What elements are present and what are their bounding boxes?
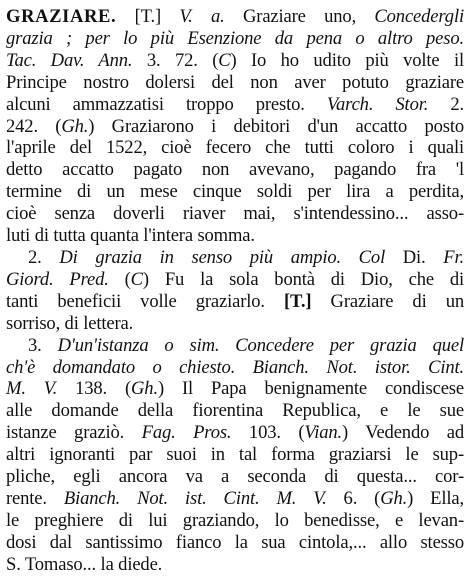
entry-line bbox=[6, 247, 464, 269]
text-run: detto accatto pagato non avevano, pagando fra 'l bbox=[6, 159, 464, 181]
italic-text: ch'è domandato o chiesto. Bianch. Not. istor. Cint. bbox=[6, 356, 464, 378]
italic-text: Di grazia in senso più ampio. Col bbox=[59, 246, 386, 268]
entry-line bbox=[6, 269, 464, 291]
text-run: 6. ( bbox=[326, 487, 381, 509]
text-run: 138. ( bbox=[57, 378, 132, 400]
text-run: termine di un mese cinque soldi per lira a perdita, bbox=[6, 181, 464, 203]
entry-line bbox=[6, 137, 464, 159]
text-run: tanti beneficii volle graziarlo. bbox=[6, 290, 284, 312]
italic-text: Varch. Stor. bbox=[326, 93, 429, 115]
entry-line bbox=[6, 466, 464, 488]
entry-line bbox=[6, 28, 464, 50]
italic-text: Giord. Pred. bbox=[6, 268, 109, 290]
italic-text: C bbox=[130, 268, 143, 290]
text-run: 242. ( bbox=[6, 115, 62, 137]
entry-text bbox=[6, 6, 464, 576]
italic-text: M. V. bbox=[6, 378, 58, 400]
entry-line bbox=[6, 159, 464, 181]
text-run: 3. bbox=[28, 334, 58, 356]
text-run: Graziare di un bbox=[311, 290, 464, 312]
text-run: 2. bbox=[428, 93, 464, 115]
entry-line bbox=[6, 181, 464, 203]
headword: GRAZIARE. bbox=[6, 6, 117, 27]
entry-line bbox=[6, 72, 464, 94]
entry-line bbox=[6, 50, 464, 72]
italic-text: D'un'istanza o sim. Concedere per grazia quel bbox=[57, 334, 464, 356]
text-run: cioè senza doverli riaver mai, s'intendessino... asso- bbox=[6, 203, 464, 225]
entry-line bbox=[6, 444, 464, 466]
italic-text: Fag. Pros. bbox=[141, 422, 232, 444]
text-run: l'aprile del 1522, cioè fecero che tutti coloro i quali bbox=[6, 137, 464, 159]
text-run: 2. bbox=[28, 246, 60, 268]
text-run: ) Io ho udito più volte il bbox=[230, 49, 464, 71]
text-run: luti di tutta quanta l'intera somma. bbox=[6, 225, 255, 247]
text-run: altri ignoranti par suoi in tal forma graziarsi le sup- bbox=[6, 444, 464, 466]
entry-line bbox=[6, 357, 464, 379]
text-run: 103. ( bbox=[231, 422, 305, 444]
italic-text: C bbox=[218, 49, 231, 71]
text-run: Principe nostro dolersi del non aver potuto graziare bbox=[6, 71, 464, 93]
italic-text: V. a. bbox=[179, 6, 225, 27]
entry-line bbox=[6, 400, 464, 422]
text-run: ) Graziarono i debitori d'un accatto posto bbox=[88, 115, 464, 137]
italic-text: Concedergli bbox=[374, 6, 464, 27]
italic-text: grazia ; per lo più Esenzione da pena o altro peso. bbox=[6, 27, 464, 49]
text-run: Graziare uno, bbox=[224, 6, 375, 27]
italic-text: Vian. bbox=[304, 422, 343, 444]
italic-text: Gh. bbox=[131, 378, 158, 400]
italic-text: Tac. Dav. Ann. bbox=[6, 49, 133, 71]
text-run: alle domande della fiorentina Republica, e le sue bbox=[6, 400, 464, 422]
text-run: sorriso, di lettera. bbox=[6, 312, 134, 334]
text-run: le preghiere di lui graziando, lo benedisse, e levan- bbox=[6, 509, 464, 531]
text-run: pliche, egli ancora va a seconda di questa... cor- bbox=[6, 466, 464, 488]
text-run: alcuni ammazzatisi troppo presto. bbox=[6, 93, 327, 115]
text-run: S. Tomaso... la diede. bbox=[6, 553, 163, 575]
italic-text: Gh. bbox=[380, 487, 408, 509]
entry-line bbox=[6, 510, 464, 532]
italic-text: Gh. bbox=[61, 115, 89, 137]
entry-line bbox=[6, 313, 464, 335]
entry-line bbox=[6, 335, 464, 357]
text-run: [T.] bbox=[284, 290, 312, 312]
text-run: ) Fu la sola bontà di Dio, che di bbox=[142, 268, 464, 290]
entry-line bbox=[6, 291, 464, 313]
entry-line bbox=[6, 225, 464, 247]
text-run: rente. bbox=[6, 487, 64, 509]
text-run: 3. 72. ( bbox=[132, 49, 219, 71]
entry-line bbox=[6, 488, 464, 510]
text-run: ) Vedendo ad bbox=[342, 422, 464, 444]
italic-text: Bianch. Not. ist. Cint. M. V. bbox=[63, 487, 327, 509]
entry-line bbox=[6, 116, 464, 138]
italic-text: Fr. bbox=[443, 246, 464, 268]
entry-line bbox=[6, 6, 464, 28]
entry-line bbox=[6, 94, 464, 116]
entry-line bbox=[6, 203, 464, 225]
entry-line bbox=[6, 422, 464, 444]
text-run: ) Ella, bbox=[407, 487, 464, 509]
text-run: ) Il Papa benignamente condiscese bbox=[157, 378, 464, 400]
text-run: ( bbox=[108, 268, 131, 290]
text-run: istanze graziò. bbox=[6, 422, 142, 444]
text-run: dosi dal santissimo fianco la sua cintola,... allo stesso bbox=[6, 531, 464, 553]
entry-line bbox=[6, 554, 464, 576]
text-run: Di. bbox=[385, 246, 444, 268]
text-run: [T.] bbox=[116, 6, 180, 27]
entry-line bbox=[6, 532, 464, 554]
entry-line bbox=[6, 378, 464, 400]
